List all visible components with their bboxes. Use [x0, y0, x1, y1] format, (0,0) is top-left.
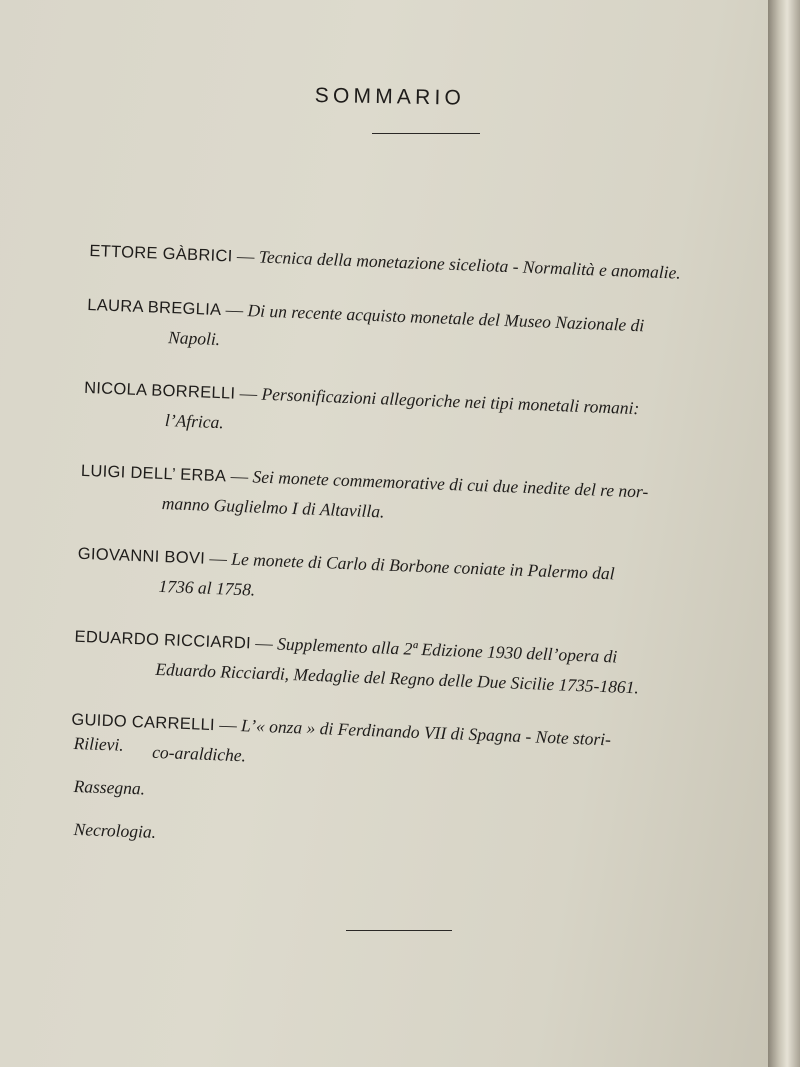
- entry-title: Le monete di Carlo di Borbone coniate in Palermo dal: [230, 548, 615, 584]
- table-of-contents: [69, 236, 750, 813]
- entry-author: LAURA BREGLIA: [87, 295, 222, 320]
- list-item: [73, 622, 735, 706]
- list-item: [79, 456, 741, 540]
- entry-author: EDUARDO RICCIARDI: [74, 627, 252, 653]
- entry-title-continued: l’Africa.: [164, 410, 225, 433]
- entry-author: LUIGI DELL’ ERBA: [80, 461, 227, 486]
- entry-separator: —: [230, 465, 253, 487]
- entry-title-continued: co-araldiche.: [151, 741, 247, 766]
- entry-author: NICOLA BORRELLI: [83, 378, 236, 403]
- book-page-edge: [768, 0, 800, 1067]
- entry-title-continued: Napoli.: [167, 327, 221, 350]
- entry-title-continued: manno Guglielmo I di Altavilla.: [161, 492, 385, 522]
- entry-title: L’« onza » di Ferdinando VII di Spagna - Note stori-: [240, 715, 612, 750]
- list-item: [76, 539, 738, 623]
- entry-title: Di un recente acquisto monetale del Museo Nazionale di: [247, 300, 645, 336]
- entry-separator: —: [225, 299, 249, 321]
- entry-separator: —: [209, 547, 232, 569]
- top-rule: [372, 133, 480, 134]
- list-item: [82, 373, 744, 457]
- entry-title-continued: 1736 al 1758.: [158, 575, 256, 600]
- list-item: [89, 236, 750, 291]
- entry-author: GIOVANNI BOVI: [77, 544, 206, 568]
- entry-author: ETTORE GÀBRICI: [89, 241, 233, 266]
- entry-title: Personificazioni allegoriche nei tipi monetali romani:: [261, 383, 640, 419]
- bottom-rule: [346, 930, 452, 931]
- section-rilievi: Rilievi.: [73, 733, 125, 755]
- entry-title-continued: Eduardo Ricciardi, Medaglie del Regno delle Due Sicilie 1735-1861.: [155, 658, 640, 698]
- list-item: [86, 290, 748, 374]
- entry-title: Supplemento alla 2ª Edizione 1930 dell’opera di: [276, 633, 618, 667]
- entry-title: Tecnica della monetazione siceliota - Normalità e anomalie.: [258, 246, 682, 283]
- section-necrologia: Necrologia.: [73, 819, 157, 842]
- entry-title: Sei monete commemorative di cui due inedite del re nor-: [252, 466, 649, 502]
- entry-separator: —: [236, 245, 260, 267]
- page-heading: SOMMARIO: [314, 84, 466, 110]
- entry-separator: —: [218, 714, 242, 736]
- entry-separator: —: [255, 632, 278, 654]
- section-rassegna: Rassegna.: [73, 776, 146, 799]
- entry-separator: —: [239, 382, 262, 404]
- entry-author: GUIDO CARRELLI: [71, 710, 216, 735]
